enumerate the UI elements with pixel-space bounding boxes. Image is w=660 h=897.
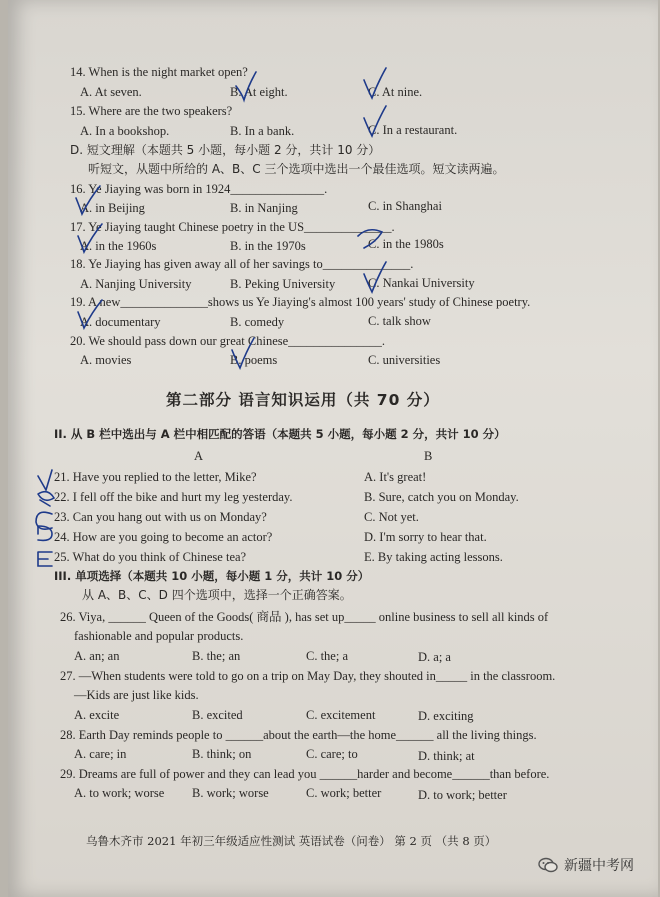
single-choice-instructions: 从 A、B、C、D 四个选项中，选择一个正确答案。 <box>82 588 352 602</box>
question-16: 16. Ye Jiaying was born in 1924_______________. <box>70 182 328 196</box>
q15-option-c: C. In a restaurant. <box>368 123 458 137</box>
q28-option-a: A. care; in <box>74 747 127 761</box>
part-d-title: D. 短文理解（本题共 5 小题，每小题 2 分，共计 10 分） <box>70 143 381 157</box>
watermark-text: 新疆中考网 <box>564 858 634 874</box>
page-footer: 乌鲁木齐市 2021 年初三年级适应性测试 英语试卷（问卷） 第 2 页 （共 8 页） <box>86 834 497 848</box>
q16-option-b: B. in Nanjing <box>230 201 298 215</box>
q17-option-c: C. in the 1980s <box>368 237 444 251</box>
question-27: 27. —When students were told to go on a trip on May Day, they shouted in_____ in the classroom. <box>60 669 556 683</box>
matching-item-22: 22. I fell off the bike and hurt my leg yesterday. <box>54 490 293 504</box>
question-17: 17. Ye Jiaying taught Chinese poetry in the US______________. <box>70 220 395 234</box>
question-26: 26. Viya, ______ Queen of the Goods( 商品 ), has set up_____ online business to sell all kinds of <box>60 610 549 624</box>
matching-answer-e: E. By taking acting lessons. <box>364 550 503 564</box>
matching-answer-b: B. Sure, catch you on Monday. <box>364 490 519 504</box>
q18-option-b: B. Peking University <box>230 277 336 291</box>
q28-option-d: D. think; at <box>418 749 475 763</box>
question-26-cont: fashionable and popular products. <box>74 629 244 643</box>
q19-option-a: A. documentary <box>80 315 161 329</box>
q26-option-b: B. the; an <box>192 649 241 663</box>
q27-option-b: B. excited <box>192 708 243 722</box>
question-19: 19. A new______________shows us Ye Jiaying's almost 100 years' study of Chinese poetry. <box>70 295 531 309</box>
matching-item-25: 25. What do you think of Chinese tea? <box>54 550 247 564</box>
question-27-cont: —Kids are just like kids. <box>74 688 199 702</box>
question-28: 28. Earth Day reminds people to ______about the earth—the home______ all the living things. <box>60 728 537 742</box>
q14-option-b: B. At eight. <box>230 85 288 99</box>
wechat-icon <box>538 857 558 873</box>
question-14: 14. When is the night market open? <box>70 65 248 79</box>
column-b-header: B <box>424 449 433 463</box>
q14-option-a: A. At seven. <box>80 85 142 99</box>
q15-option-b: B. In a bank. <box>230 124 295 138</box>
question-29: 29. Dreams are full of power and they can lead you ______harder and become______than before. <box>60 767 550 781</box>
q17-option-b: B. in the 1970s <box>230 239 306 253</box>
q20-option-c: C. universities <box>368 353 441 367</box>
single-choice-title: III. 单项选择（本题共 10 小题，每小题 1 分，共计 10 分） <box>54 569 370 583</box>
matching-item-21: 21. Have you replied to the letter, Mike? <box>54 470 257 484</box>
q20-option-a: A. movies <box>80 353 132 367</box>
q17-option-a: A. in the 1960s <box>80 239 157 253</box>
question-15: 15. Where are the two speakers? <box>70 104 233 118</box>
column-a-header: A <box>194 449 204 463</box>
q14-option-c: C. At nine. <box>368 85 423 99</box>
q28-option-b: B. think; on <box>192 747 252 761</box>
matching-answer-d: D. I'm sorry to hear that. <box>364 530 487 544</box>
handwritten-letter-icon <box>38 492 54 506</box>
matching-item-23: 23. Can you hang out with us on Monday? <box>54 510 267 524</box>
q20-option-b: B. poems <box>230 353 278 367</box>
handwritten-letter-icon <box>36 512 52 529</box>
q28-option-c: C. care; to <box>306 747 358 761</box>
q26-option-c: C. the; a <box>306 649 349 663</box>
handwritten-letter-icon <box>38 470 52 490</box>
matching-answer-a: A. It's great! <box>364 470 427 484</box>
q27-option-a: A. excite <box>74 708 120 722</box>
q18-option-a: A. Nanjing University <box>80 277 192 291</box>
q16-option-c: C. in Shanghai <box>368 199 442 213</box>
question-20: 20. We should pass down our great Chinese_______________. <box>70 334 386 348</box>
q26-option-a: A. an; an <box>74 649 120 663</box>
q27-option-c: C. excitement <box>306 708 376 722</box>
part-two-title: 第二部分 语言知识运用（共 70 分） <box>166 391 440 409</box>
handwritten-letter-icon <box>38 526 52 540</box>
q16-option-a: A. in Beijing <box>80 201 145 215</box>
exam-page <box>8 0 658 897</box>
q27-option-d: D. exciting <box>418 709 474 723</box>
matching-answer-c: C. Not yet. <box>364 510 419 524</box>
handwritten-letter-icon <box>38 552 52 566</box>
q29-option-a: A. to work; worse <box>74 786 165 800</box>
q19-option-b: B. comedy <box>230 315 285 329</box>
q19-option-c: C. talk show <box>368 314 431 328</box>
q18-option-c: C. Nankai University <box>368 276 475 290</box>
q29-option-c: C. work; better <box>306 786 382 800</box>
question-18: 18. Ye Jiaying has given away all of her savings to______________. <box>70 257 414 271</box>
q26-option-d: D. a; a <box>418 650 451 664</box>
part-d-instructions: 听短文，从题中所给的 A、B、C 三个选项中选出一个最佳选项。短文读两遍。 <box>88 162 505 176</box>
watermark <box>538 855 634 875</box>
q15-option-a: A. In a bookshop. <box>80 124 170 138</box>
matching-title: II. 从 B 栏中选出与 A 栏中相匹配的答语（本题共 5 小题，每小题 2 分，共计 10 分） <box>54 427 506 441</box>
matching-item-24: 24. How are you going to become an actor? <box>54 530 273 544</box>
q29-option-d: D. to work; better <box>418 788 507 802</box>
q29-option-b: B. work; worse <box>192 786 269 800</box>
